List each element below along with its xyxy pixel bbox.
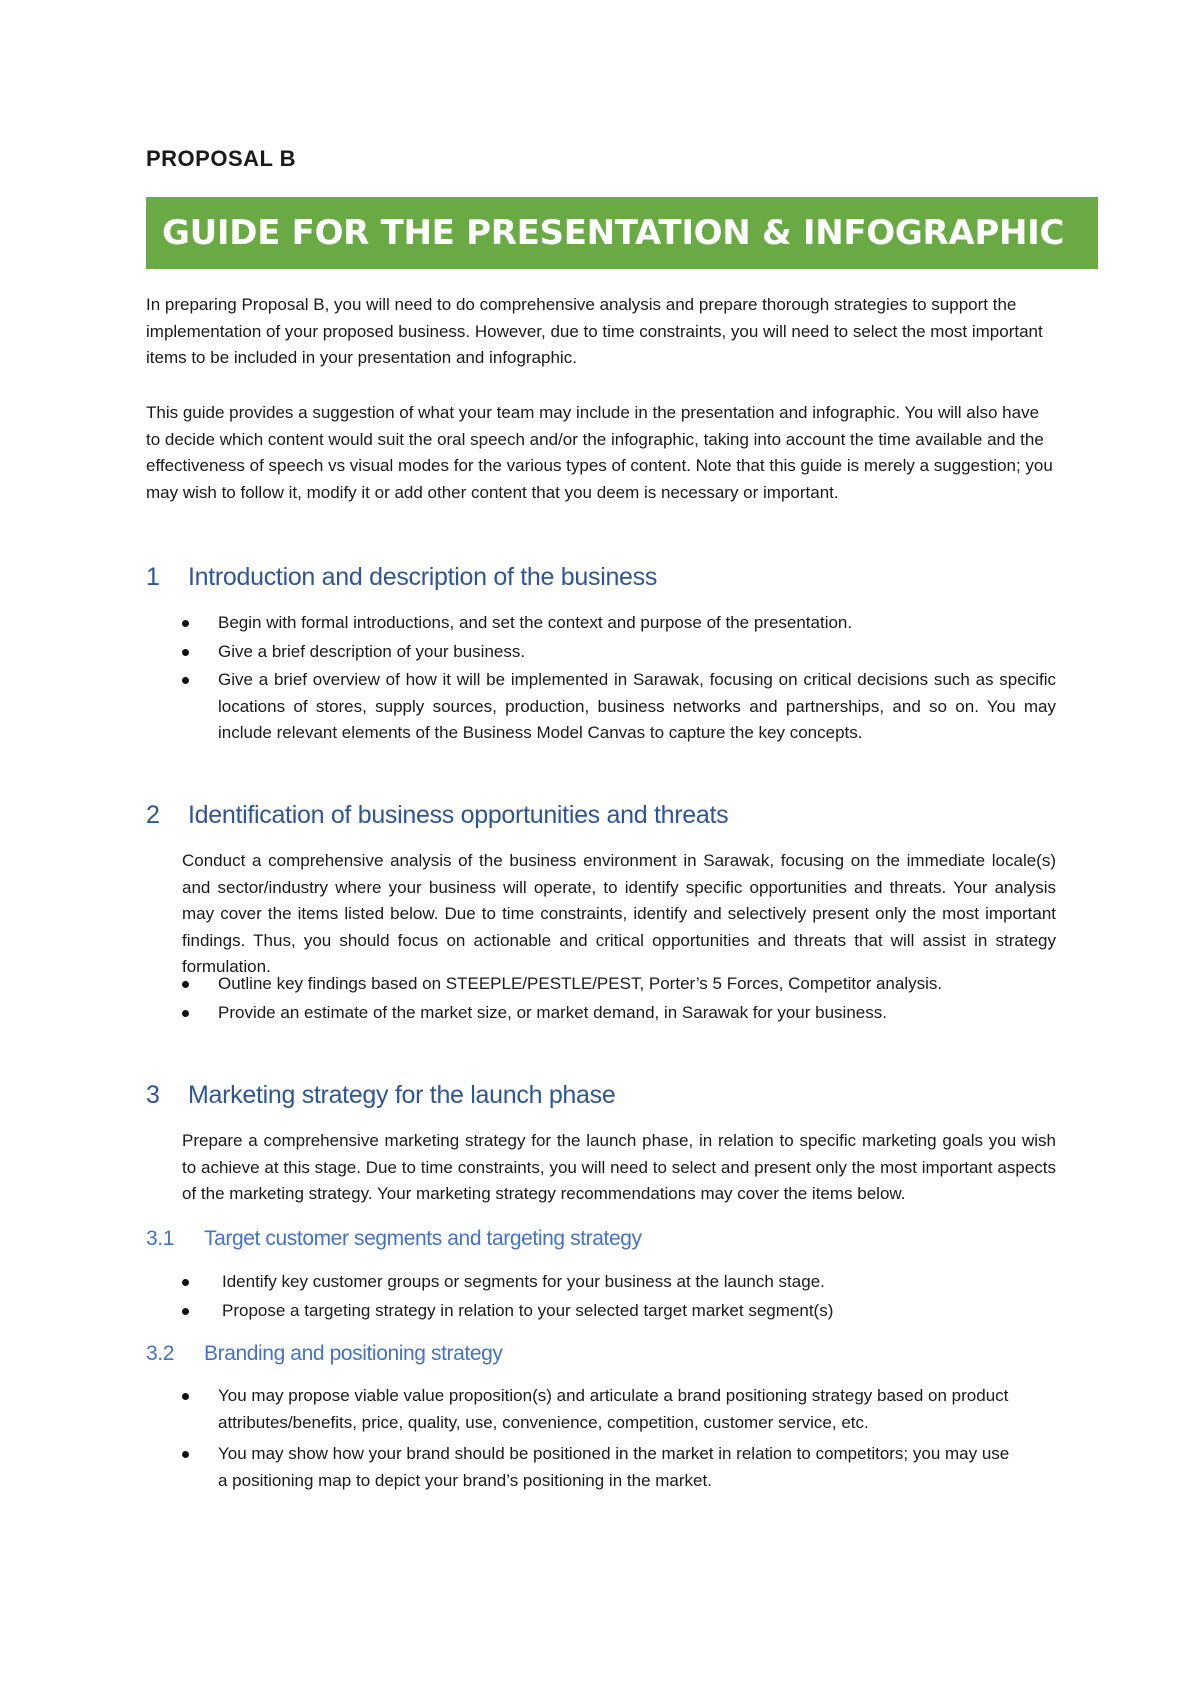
subsection-number: 3.2 [146,1342,174,1365]
section-3-heading [146,1081,615,1110]
list-item: Outline key findings based on STEEPLE/PESTLE/PEST, Porter’s 5 Forces, Competitor analysis. [218,971,1056,998]
section-2-heading [146,801,728,830]
bullet-icon [182,1279,189,1286]
list-item: Begin with formal introductions, and set the context and purpose of the presentation. [218,610,1056,637]
banner-title: GUIDE FOR THE PRESENTATION & INFOGRAPHIC [162,213,1065,253]
section-number: 3 [146,1081,160,1109]
section-title: Marketing strategy for the launch phase [188,1081,616,1109]
section-1-bullets [218,610,1056,747]
bullet-icon [182,620,189,627]
list-item: Identify key customer groups or segments for your business at the launch stage. [222,1269,1056,1296]
section-2-paragraph: Conduct a comprehensive analysis of the business environment in Sarawak, focusing on the immediate locale(s) and sector/industry where your business will operate, to identify specific opportunities and threats. Your analysis may cover the items listed below. Due to time constraints, identify and selectively present only the most important findings. Thus, you should focus on actionable and critical opportunities and threats that will assist in strategy formulation. [182,851,1056,976]
section-1-heading [146,563,657,592]
section-number: 1 [146,563,160,591]
title-banner [146,197,1098,269]
subsection-3-1-bullets [222,1269,1056,1324]
subsection-title: Target customer segments and targeting strategy [204,1227,642,1250]
section-title: Introduction and description of the business [188,563,658,591]
subsection-3-1-heading [146,1227,642,1251]
bullet-icon [182,677,189,684]
subsection-3-2-heading [146,1342,503,1366]
section-number: 2 [146,801,160,829]
bullet-icon [182,981,189,988]
list-item: Give a brief overview of how it will be implemented in Sarawak, focusing on critical decisions such as specific locations of stores, supply sources, production, business networks and partnerships, and so on. You may include relevant elements of the Business Model Canvas to capture the key concepts. [218,667,1056,747]
subsection-number: 3.1 [146,1227,174,1250]
list-item: Give a brief description of your business. [218,639,1056,666]
bullet-icon [182,1451,189,1458]
intro-paragraph-2: This guide provides a suggestion of what your team may include in the presentation and infographic. You will also have to decide which content would suit the oral speech and/or the infographic, taking into account the time available and the effectiveness of speech vs visual modes for the various types of content. Note that this guide is merely a suggestion; you may wish to follow it, modify it or add other content that you deem is necessary or important. [146,403,1053,502]
bullet-icon [182,1010,189,1017]
list-item: Provide an estimate of the market size, or market demand, in Sarawak for your business. [218,1000,1056,1027]
proposal-label: PROPOSAL B [146,146,297,171]
section-3-paragraph: Prepare a comprehensive marketing strategy for the launch phase, in relation to specific marketing goals you wish to achieve at this stage. Due to time constraints, you will need to select and present only the most important aspects of the marketing strategy. Your marketing strategy recommendations may cover the items below. [182,1131,1056,1203]
bullet-icon [182,1393,189,1400]
list-item: Propose a targeting strategy in relation to your selected target market segment(s) [222,1298,1056,1325]
section-title: Identification of business opportunities and threats [188,801,729,829]
subsection-3-2-bullets [218,1383,1018,1494]
bullet-icon [182,1308,189,1315]
list-item: You may show how your brand should be positioned in the market in relation to competitors; you may use a positioning map to depict your brand’s positioning in the market. [218,1441,1018,1494]
section-2-bullets [218,971,1056,1026]
list-item: You may propose viable value proposition(s) and articulate a brand positioning strategy based on product attributes/benefits, price, quality, use, convenience, competition, customer service, etc. [218,1383,1018,1436]
subsection-title: Branding and positioning strategy [204,1342,503,1365]
bullet-icon [182,649,189,656]
intro-paragraph-1: In preparing Proposal B, you will need to do comprehensive analysis and prepare thorough strategies to support the implementation of your proposed business. However, due to time constraints, you will need to select the most important items to be included in your presentation and infographic. [146,295,1043,367]
